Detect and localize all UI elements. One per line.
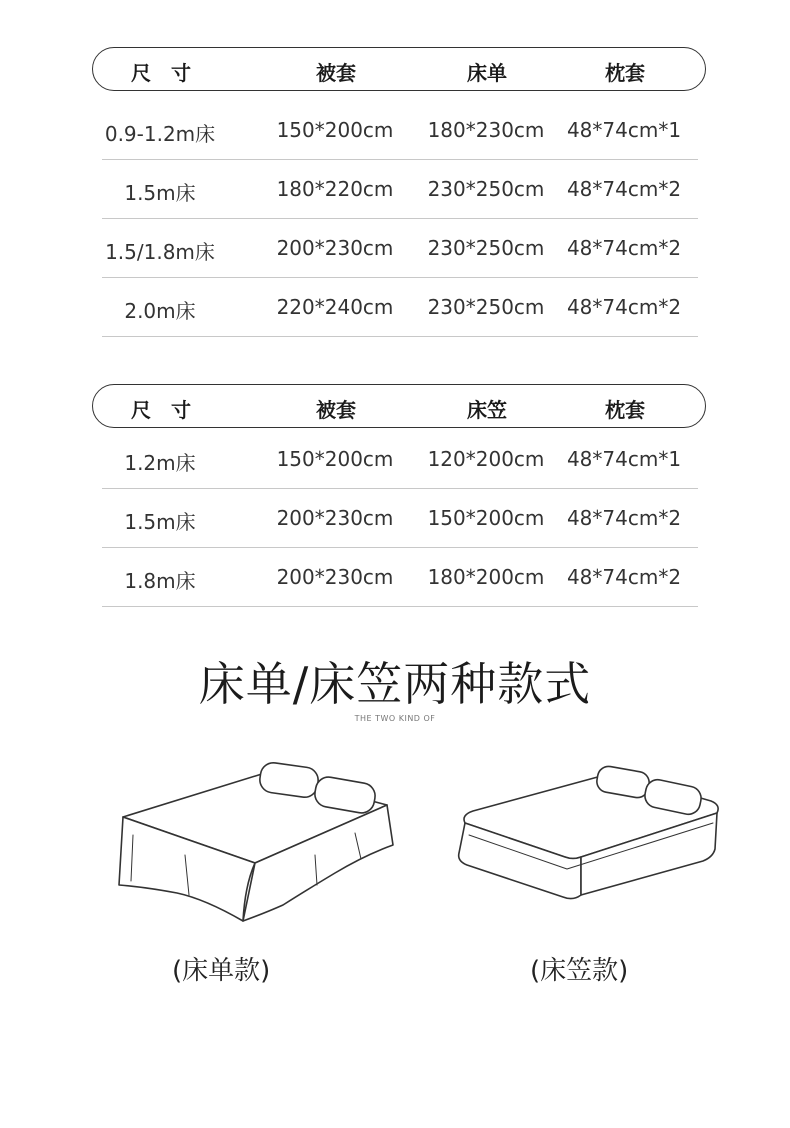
bed-size: 0.9-1.2m床 — [104, 122, 216, 146]
bed-sheet-size: 230*250cm — [427, 177, 545, 201]
duvet-cover-size: 150*200cm — [276, 447, 394, 471]
pillowcase-size: 48*74cm*2 — [566, 295, 682, 319]
size-table-sheet — [92, 47, 706, 337]
bed-size: 2.0m床 — [124, 299, 196, 323]
pillowcase-size: 48*74cm*2 — [566, 236, 682, 260]
table-row — [102, 219, 698, 278]
fitted-sheet-caption: (床笠款) — [530, 956, 629, 986]
bed-size: 1.2m床 — [124, 451, 196, 475]
header-bed-sheet: 床单 — [467, 61, 507, 85]
pillowcase-size: 48*74cm*2 — [566, 177, 682, 201]
header-fitted-sheet: 床笠 — [467, 398, 507, 422]
bed-sheet-size: 230*250cm — [427, 295, 545, 319]
header-duvet-cover: 被套 — [316, 61, 356, 85]
fitted-sheet-bed-illustration — [445, 765, 735, 925]
duvet-cover-size: 150*200cm — [276, 118, 394, 142]
header-pillowcase: 枕套 — [605, 61, 645, 85]
bed-size: 1.5m床 — [124, 181, 196, 205]
duvet-cover-size: 200*230cm — [276, 236, 394, 260]
table-row — [102, 430, 698, 489]
pillowcase-size: 48*74cm*1 — [566, 447, 682, 471]
table-row — [102, 160, 698, 219]
bed-size: 1.5m床 — [124, 510, 196, 534]
table-row — [102, 548, 698, 607]
duvet-cover-size: 220*240cm — [276, 295, 394, 319]
flat-sheet-caption: (床单款) — [172, 956, 271, 986]
pillowcase-size: 48*74cm*1 — [566, 118, 682, 142]
duvet-cover-size: 200*230cm — [276, 506, 394, 530]
header-duvet-cover: 被套 — [316, 398, 356, 422]
table-row — [102, 278, 698, 337]
table-row — [102, 489, 698, 548]
section-subtitle: THE TWO KIND OF — [354, 714, 436, 723]
fitted-sheet-size: 150*200cm — [427, 506, 545, 530]
header-size: 尺 寸 — [131, 398, 191, 422]
header-size: 尺 寸 — [131, 61, 191, 85]
bed-sheet-size: 180*230cm — [427, 118, 545, 142]
table-row — [102, 101, 698, 160]
duvet-cover-size: 180*220cm — [276, 177, 394, 201]
size-table-fitted — [92, 384, 706, 607]
bed-size: 1.8m床 — [124, 569, 196, 593]
fitted-sheet-size: 180*200cm — [427, 565, 545, 589]
bed-sheet-size: 230*250cm — [427, 236, 545, 260]
pillowcase-size: 48*74cm*2 — [566, 506, 682, 530]
fitted-sheet-size: 120*200cm — [427, 447, 545, 471]
section-title: 床单/床笠两种款式 — [198, 657, 592, 711]
table-header — [92, 384, 706, 428]
header-pillowcase: 枕套 — [605, 398, 645, 422]
duvet-cover-size: 200*230cm — [276, 565, 394, 589]
flat-sheet-bed-illustration — [105, 755, 405, 935]
bed-size: 1.5/1.8m床 — [105, 240, 215, 264]
pillowcase-size: 48*74cm*2 — [566, 565, 682, 589]
table-header — [92, 47, 706, 91]
